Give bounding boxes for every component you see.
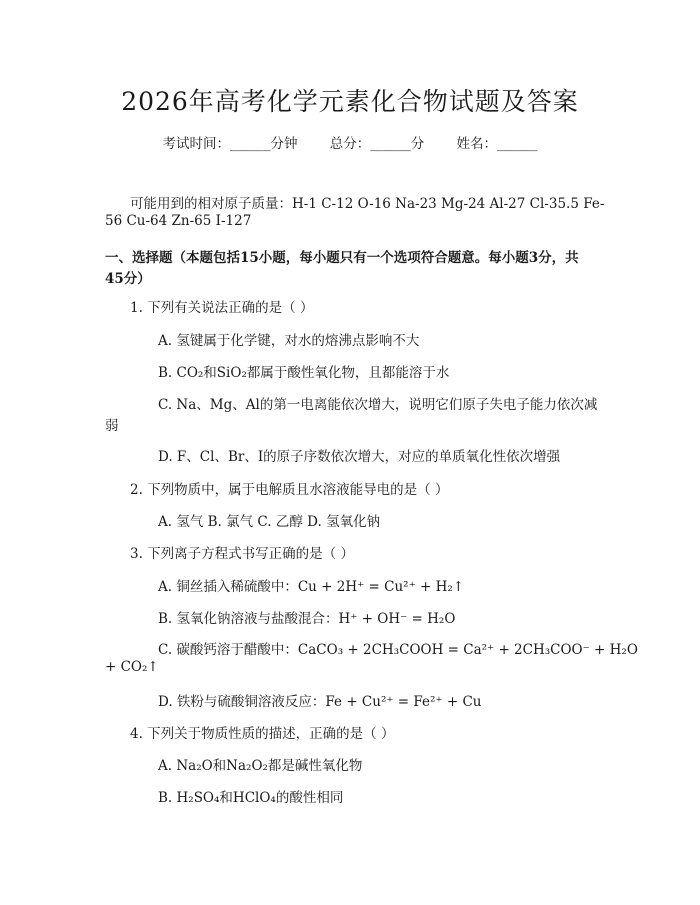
question-3-stem: 3. 下列离子方程式书写正确的是（ ） [130,546,354,562]
question-4-option-a: A. Na₂O和Na₂O₂都是碱性氧化物 [158,758,363,774]
question-3-option-a: A. 铜丝插入稀硫酸中：Cu + 2H⁺ = Cu²⁺ + H₂↑ [158,579,465,595]
question-1-stem: 1. 下列有关说法正确的是（ ） [130,300,314,316]
question-1-option-b: B. CO₂和SiO₂都属于酸性氧化物，且都能溶于水 [158,365,450,381]
question-1-option-c-line-2: 弱 [105,418,119,434]
question-3-option-d: D. 铁粉与硫酸铜溶液反应：Fe + Cu²⁺ = Fe²⁺ + Cu [158,694,482,710]
question-1-option-a: A. 氢键属于化学键，对水的熔沸点影响不大 [158,333,420,349]
atomic-masses-line-1: 可能用到的相对原子质量：H-1 C-12 O-16 Na-23 Mg-24 Al-27 Cl-35.5 Fe- [130,196,605,212]
question-4-option-b: B. H₂SO₄和HClO₄的酸性相同 [158,790,344,806]
student-name: 姓名：______ [456,136,538,152]
exam-time: 考试时间：______分钟 [162,136,298,152]
section-heading-line-2: 45分） [105,271,151,287]
document-title: 2026年高考化学元素化合物试题及答案 [121,87,579,116]
atomic-masses-line-2: 56 Cu-64 Zn-65 I-127 [105,213,252,229]
question-3-option-b: B. 氢氧化钠溶液与盐酸混合：H⁺ + OH⁻ = H₂O [158,611,456,627]
question-3-option-c-line-1: C. 碳酸钙溶于醋酸中：CaCO₃ + 2CH₃COOH = Ca²⁺ + 2CH₃COO⁻ + H₂O [158,642,638,658]
question-2-stem: 2. 下列物质中，属于电解质且水溶液能导电的是（ ） [130,482,449,498]
question-3-option-c-line-2: + CO₂↑ [105,659,159,675]
question-2-options: A. 氢气 B. 氯气 C. 乙醇 D. 氢氧化钠 [158,514,381,530]
question-1-option-d: D. F、Cl、Br、I的原子序数依次增大，对应的单质氧化性依次增强 [158,449,561,465]
question-4-stem: 4. 下列关于物质性质的描述，正确的是（ ） [130,726,395,742]
total-score: 总分：______分 [329,136,425,152]
section-heading-line-1: 一、选择题（本题包括15小题，每小题只有一个选项符合题意。每小题3分，共 [105,250,579,266]
exam-meta [0,132,700,152]
question-1-option-c-line-1: C. Na、Mg、Al的第一电离能依次增大，说明它们原子失电子能力依次减 [158,397,598,413]
